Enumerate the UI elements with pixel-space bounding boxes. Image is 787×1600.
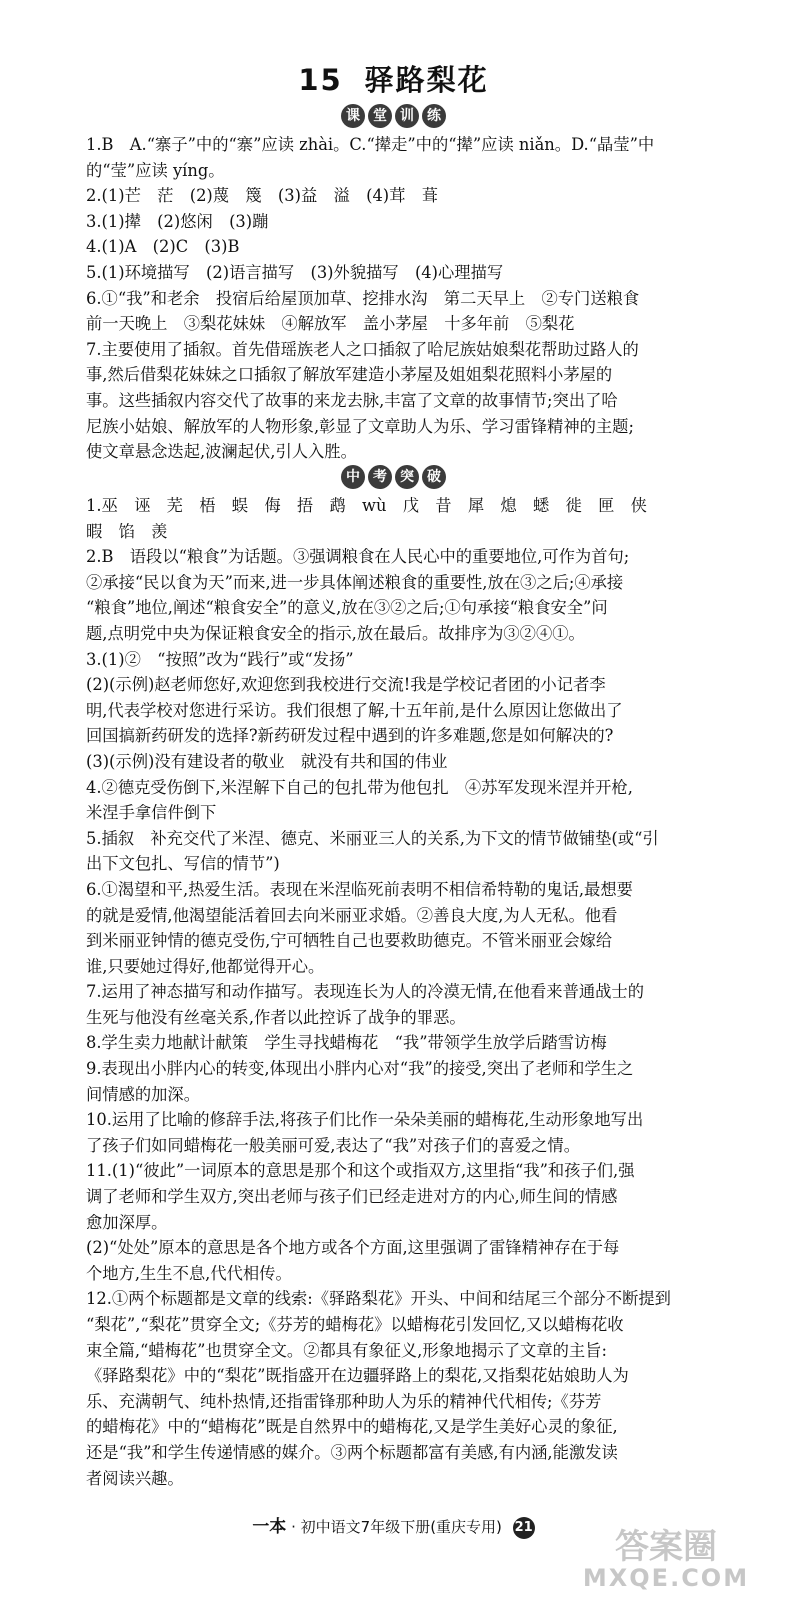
section-char: 考 <box>368 465 392 489</box>
answer-line: 1.B A.“寨子”中的“寨”应读 zhài。C.“撵走”中的“撵”应读 niǎn。D.“晶莹”中 <box>86 135 655 154</box>
answer-line: 个地方,生生不息,代代相传。 <box>86 1263 292 1283</box>
answer-line: “梨花”,“梨花”贯穿全文;《芬芳的蜡梅花》以蜡梅花引发回忆,又以蜡梅花收 <box>86 1315 624 1334</box>
answer-line: 10.运用了比喻的修辞手法,将孩子们比作一朵朵美丽的蜡梅花,生动形象地写出 <box>86 1110 644 1130</box>
watermark-logo <box>561 1518 771 1592</box>
answer-line: 束全篇,“蜡梅花”也贯穿全文。②都具有象征义,形象地揭示了文章的主旨: <box>86 1340 607 1360</box>
answer-line: 谁,只要她过得好,他都觉得开心。 <box>86 956 325 976</box>
answer-line: 4.②德克受伤倒下,米涅解下自己的包扎带为他包扎 ④苏军发现米涅并开枪, <box>86 777 633 797</box>
answer-line: 2.(1)芒 茫 (2)蔑 篾 (3)益 溢 (4)茸 葺 <box>86 186 439 206</box>
answer-line: 回国搞新药研发的选择?新药研发过程中遇到的许多难题,您是如何解决的? <box>86 726 614 746</box>
answer-line: 4.(1)A (2)C (3)B <box>86 237 240 257</box>
answer-line: (3)(示例)没有建设者的敬业 就没有共和国的伟业 <box>86 751 448 771</box>
answer-line: 6.①渴望和平,热爱生活。表现在米涅临死前表明不相信希特勒的鬼话,最想要 <box>86 879 633 899</box>
answer-line: 事。这些插叙内容交代了故事的来龙去脉,丰富了文章的故事情节;突出了哈 <box>86 390 618 410</box>
section-char: 练 <box>422 104 446 128</box>
answer-line: 事,然后借梨花妹妹之口插叙了解放军建造小茅屋及姐姐梨花照料小茅屋的 <box>86 365 613 385</box>
answer-line: 《驿路梨花》中的“梨花”既指盛开在边疆驿路上的梨花,又指梨花姑娘助人为 <box>86 1366 629 1386</box>
answer-line: 使文章悬念迭起,波澜起伏,引人入胜。 <box>86 442 357 462</box>
answer-line: 米涅手拿信件倒下 <box>86 803 217 823</box>
answer-line: 出下文包扎、写信的情节”) <box>86 854 280 874</box>
watermark-top-text: 答案圈 <box>615 1527 717 1567</box>
answer-line: 前一天晚上 ③梨花妹妹 ④解放军 盖小茅屋 十多年前 ⑤梨花 <box>86 314 575 334</box>
section-char: 突 <box>395 465 419 489</box>
answer-line: 尼族小姑娘、解放军的人物形象,彰显了文章助人为乐、学习雷锋精神的主题; <box>86 416 634 436</box>
answer-line: 3.(1)② “按照”改为“践行”或“发扬” <box>86 649 354 669</box>
answer-line: 5.插叙 补充交代了米涅、德克、米丽亚三人的关系,为下文的情节做铺垫(或“引 <box>86 828 659 848</box>
answer-line: 9.表现出小胖内心的转变,体现出小胖内心对“我”的接受,突出了老师和学生之 <box>86 1059 634 1079</box>
answer-line: “粮食”地位,阐述“粮食安全”的意义,放在③②之后;①句承接“粮食安全”问 <box>86 598 608 618</box>
answer-line: 5.(1)环境描写 (2)语言描写 (3)外貌描写 (4)心理描写 <box>86 262 504 282</box>
answer-line: 者阅读兴趣。 <box>86 1468 184 1488</box>
answer-line: 愈加深厚。 <box>86 1212 168 1232</box>
answer-line: 了孩子们如同蜡梅花一般美丽可爱,表达了“我”对孩子们的喜爱之情。 <box>86 1135 580 1155</box>
answer-line: 6.①“我”和老余 投宿后给屋顶加草、挖排水沟 第二天早上 ②专门送粮食 <box>86 288 640 308</box>
exam-breakthrough-answers <box>86 493 696 1491</box>
answer-line: 明,代表学校对您进行采访。我们很想了解,十五年前,是什么原因让您做出了 <box>86 700 623 720</box>
section-char: 训 <box>395 104 419 128</box>
answer-line: (2)“处处”原本的意思是各个地方或各个方面,这里强调了雷锋精神存在于每 <box>86 1238 620 1258</box>
footer-brand: 一本 <box>252 1517 287 1537</box>
section-char: 破 <box>422 465 446 489</box>
answer-line: 的蜡梅花》中的“蜡梅花”既是自然界中的蜡梅花,又是学生美好心灵的象征, <box>86 1417 618 1437</box>
answer-line: 的就是爱情,他渴望能活着回去向米丽亚求婚。②善良大度,为人无私。他看 <box>86 905 618 925</box>
answer-line: 7.运用了神态描写和动作描写。表现连长为人的冷漠无情,在他看来普通战士的 <box>86 982 644 1002</box>
answer-line: 乐、充满朝气、纯朴热情,还指雷锋那种助人为乐的精神代代相传;《芬芳 <box>86 1391 602 1411</box>
lesson-number: 15 <box>298 63 343 97</box>
answer-line: 题,点明党中央为保证粮食安全的指示,放在最后。故排序为③②④①。 <box>86 623 585 643</box>
answer-line: (2)(示例)赵老师您好,欢迎您到我校进行交流!我是学校记者团的小记者李 <box>86 675 606 695</box>
watermark-bottom-text: MXQE.COM <box>582 1564 750 1592</box>
answer-line: ②承接“民以食为天”而来,进一步具体阐述粮食的重要性,放在③之后;④承接 <box>86 572 624 592</box>
answer-line: 还是“我”和学生传递情感的媒介。③两个标题都富有美感,有内涵,能激发读 <box>86 1442 618 1462</box>
answer-line: 12.①两个标题都是文章的线索:《驿路梨花》开头、中间和结尾三个部分不断提到 <box>86 1289 671 1309</box>
answer-line: 间情感的加深。 <box>86 1084 200 1104</box>
answer-line: 7.主要使用了插叙。首先借瑶族老人之口插叙了哈尼族姑娘梨花帮助过路人的 <box>86 339 639 359</box>
section-char: 堂 <box>368 104 392 128</box>
section-header-classroom-training <box>0 104 787 128</box>
lesson-title: 驿路梨花 <box>364 63 489 97</box>
answer-line: 调了老师和学生双方,突出老师与孩子们已经走进对方的内心,师生间的情感 <box>86 1187 618 1207</box>
footer-dot: · <box>291 1518 296 1536</box>
answer-line: 的“莹”应读 yíng。 <box>86 160 225 180</box>
section-header-exam-breakthrough <box>0 465 787 489</box>
section-char: 中 <box>341 465 365 489</box>
footer-book-title: 初中语文7年级下册(重庆专用) <box>300 1518 502 1536</box>
answer-line: 3.(1)撵 (2)悠闲 (3)蹦 <box>86 211 269 231</box>
page-title <box>0 58 787 99</box>
section-char: 课 <box>341 104 365 128</box>
answer-line: 到米丽亚钟情的德克受伤,宁可牺牲自己也要救助德克。不管米丽亚会嫁给 <box>86 931 613 951</box>
answer-line: 暇 馅 羡 <box>86 521 168 541</box>
classroom-training-answers <box>86 132 696 465</box>
answer-line: 生死与他没有丝毫关系,作者以此控诉了战争的罪恶。 <box>86 1007 466 1027</box>
answer-line: 2.B 语段以“粮食”为话题。③强调粮食在人民心中的重要地位,可作为首句; <box>86 547 630 567</box>
page-number: 21 <box>513 1517 535 1539</box>
answer-line: 1.巫 诬 芜 梧 蜈 侮 捂 鹉 wù 戊 昔 犀 熄 蟋 徙 匣 侠 <box>86 496 647 515</box>
answer-line: 11.(1)“彼此”一词原本的意思是那个和这个或指双方,这里指“我”和孩子们,强 <box>86 1161 635 1181</box>
answer-line: 8.学生卖力地献计献策 学生寻找蜡梅花 “我”带领学生放学后踏雪访梅 <box>86 1033 607 1053</box>
